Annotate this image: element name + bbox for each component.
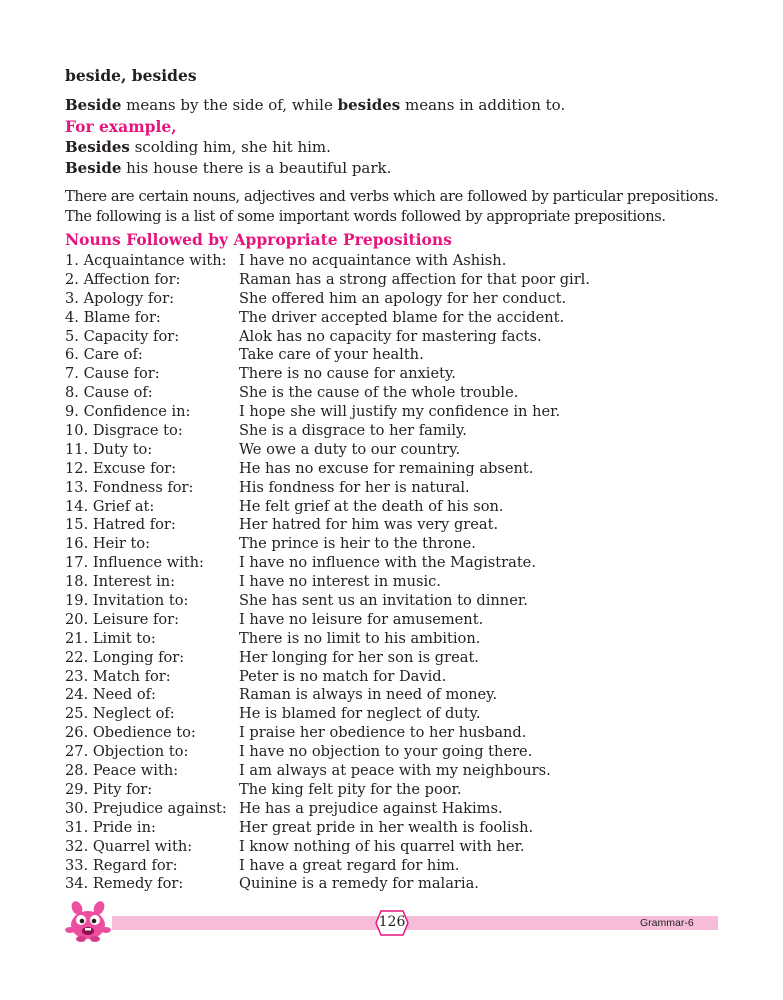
- definition-word-beside: Beside: [65, 96, 122, 114]
- list-item-sentence: Her longing for her son is great.: [239, 648, 479, 666]
- example-text: scolding him, she hit him.: [129, 138, 331, 156]
- list-item-term: 3. Apology for:: [65, 289, 174, 307]
- list-item: [65, 346, 685, 365]
- list-item: [65, 838, 685, 857]
- list-item: [65, 630, 685, 649]
- list-item-sentence: She offered him an apology for her conduct.: [239, 289, 567, 307]
- list-item: [65, 516, 685, 535]
- list-item-sentence: There is no limit to his ambition.: [239, 629, 481, 647]
- list-item-sentence: She has sent us an invitation to dinner.: [239, 592, 528, 610]
- list-item-term: 5. Capacity for:: [65, 327, 180, 345]
- list-item-term: 6. Care of:: [65, 346, 143, 364]
- list-item-term: 11. Duty to:: [65, 440, 153, 458]
- list-item-term: 20. Leisure for:: [65, 610, 180, 628]
- list-item-sentence: She is the cause of the whole trouble.: [239, 384, 519, 402]
- definition-text-1: means by the side of, while: [121, 96, 338, 114]
- list-item: [65, 762, 685, 781]
- list-item: [65, 800, 685, 819]
- list-item: [65, 328, 685, 347]
- list-item-term: 28. Peace with:: [65, 762, 179, 780]
- list-item: [65, 724, 685, 743]
- list-item-sentence: I am always at peace with my neighbours.: [239, 762, 551, 780]
- example-bold-word: Beside: [65, 159, 122, 177]
- list-item: [65, 668, 685, 687]
- list-item-sentence: She is a disgrace to her family.: [239, 422, 467, 440]
- list-item-term: 33. Regard for:: [65, 856, 178, 874]
- list-item-term: 34. Remedy for:: [65, 875, 184, 893]
- list-item-term: 19. Invitation to:: [65, 592, 189, 610]
- list-item-sentence: I have no objection to your going there.: [239, 743, 533, 761]
- list-item-term: 22. Longing for:: [65, 648, 185, 666]
- list-item-term: 12. Excuse for:: [65, 459, 177, 477]
- list-item: [65, 705, 685, 724]
- list-item-sentence: Alok has no capacity for mastering facts.: [239, 327, 542, 345]
- list-item-term: 24. Need of:: [65, 686, 156, 704]
- example-line-1: [65, 138, 331, 156]
- list-item-sentence: Her hatred for him was very great.: [239, 516, 499, 534]
- example-text: his house there is a beautiful park.: [121, 159, 392, 177]
- list-item-sentence: I have no leisure for amusement.: [239, 610, 484, 628]
- list-item-sentence: I hope she will justify my confidence in her.: [239, 403, 561, 421]
- definition-text-2: means in addition to.: [400, 96, 566, 114]
- list-item-term: 17. Influence with:: [65, 554, 204, 572]
- list-item-term: 25. Neglect of:: [65, 705, 175, 723]
- page-number: 126: [378, 914, 406, 930]
- mascot-icon: [62, 898, 114, 942]
- list-item-sentence: His fondness for her is natural.: [239, 478, 470, 496]
- list-item: [65, 573, 685, 592]
- list-item-sentence: He is blamed for neglect of duty.: [239, 705, 481, 723]
- list-item: [65, 498, 685, 517]
- list-item: [65, 611, 685, 630]
- list-item: [65, 743, 685, 762]
- list-item-term: 26. Obedience to:: [65, 724, 196, 742]
- intro-paragraph-line-2: The following is a list of some important words followed by appropriate prepositions.: [65, 208, 666, 225]
- list-item: [65, 271, 685, 290]
- list-item: [65, 252, 685, 271]
- list-item-term: 15. Hatred for:: [65, 516, 176, 534]
- example-heading: For example,: [65, 117, 177, 136]
- list-item: [65, 857, 685, 876]
- list-item: [65, 535, 685, 554]
- list-item-term: 21. Limit to:: [65, 629, 156, 647]
- list-item-sentence: I have no influence with the Magistrate.: [239, 554, 536, 572]
- example-line-2: [65, 159, 391, 177]
- list-item: [65, 479, 685, 498]
- list-item-sentence: He felt grief at the death of his son.: [239, 497, 504, 515]
- list-item-sentence: The prince is heir to the throne.: [239, 535, 476, 553]
- list-item: [65, 384, 685, 403]
- list-item: [65, 460, 685, 479]
- list-item-term: 2. Affection for:: [65, 270, 181, 288]
- list-item-term: 30. Prejudice against:: [65, 799, 227, 817]
- section-title: beside, besides: [65, 66, 197, 85]
- prepositions-list: [65, 252, 685, 894]
- list-item-sentence: The king felt pity for the poor.: [239, 780, 462, 798]
- list-item: [65, 309, 685, 328]
- list-item-sentence: I have no acquaintance with Ashish.: [239, 252, 507, 269]
- list-item-term: 9. Confidence in:: [65, 403, 191, 421]
- page-number-badge: [375, 910, 409, 936]
- list-item-sentence: I know nothing of his quarrel with her.: [239, 837, 525, 855]
- list-item-term: 31. Pride in:: [65, 818, 156, 836]
- list-item-sentence: Raman has a strong affection for that poor girl.: [239, 270, 590, 288]
- list-heading: Nouns Followed by Appropriate Prepositions: [65, 230, 452, 249]
- list-item-term: 27. Objection to:: [65, 743, 189, 761]
- list-item: [65, 592, 685, 611]
- list-item: [65, 649, 685, 668]
- list-item-sentence: Her great pride in her wealth is foolish.: [239, 818, 534, 836]
- list-item: [65, 875, 685, 894]
- list-item: [65, 403, 685, 422]
- list-item-term: 18. Interest in:: [65, 573, 176, 591]
- list-item-sentence: Take care of your health.: [239, 346, 424, 364]
- list-item-sentence: Quinine is a remedy for malaria.: [239, 875, 479, 893]
- list-item-term: 1. Acquaintance with:: [65, 252, 227, 269]
- list-item-sentence: I have a great regard for him.: [239, 856, 460, 874]
- list-item: [65, 686, 685, 705]
- list-item: [65, 365, 685, 384]
- list-item-term: 7. Cause for:: [65, 365, 160, 383]
- definition-line: [65, 96, 565, 114]
- list-item-term: 29. Pity for:: [65, 780, 153, 798]
- list-item-term: 14. Grief at:: [65, 497, 155, 515]
- list-item-sentence: He has no excuse for remaining absent.: [239, 459, 534, 477]
- list-item: [65, 554, 685, 573]
- list-item-sentence: Peter is no match for David.: [239, 667, 447, 685]
- example-bold-word: Besides: [65, 138, 130, 156]
- list-item: [65, 422, 685, 441]
- list-item-term: 23. Match for:: [65, 667, 171, 685]
- list-item-term: 10. Disgrace to:: [65, 422, 183, 440]
- list-item-term: 16. Heir to:: [65, 535, 151, 553]
- list-item-sentence: There is no cause for anxiety.: [239, 365, 456, 383]
- list-item-term: 8. Cause of:: [65, 384, 153, 402]
- list-item-term: 32. Quarrel with:: [65, 837, 193, 855]
- list-item-sentence: We owe a duty to our country.: [239, 440, 461, 458]
- list-item-term: 4. Blame for:: [65, 308, 161, 326]
- list-item-sentence: The driver accepted blame for the accident.: [239, 308, 565, 326]
- list-item-sentence: I have no interest in music.: [239, 573, 441, 591]
- list-item-term: 13. Fondness for:: [65, 478, 194, 496]
- definition-word-besides: besides: [337, 96, 401, 114]
- list-item-sentence: He has a prejudice against Hakims.: [239, 799, 503, 817]
- list-item-sentence: I praise her obedience to her husband.: [239, 724, 527, 742]
- book-label: Grammar-6: [640, 917, 694, 929]
- intro-paragraph-line-1: There are certain nouns, adjectives and verbs which are followed by particular prepositions.: [65, 188, 719, 205]
- list-item-sentence: Raman is always in need of money.: [239, 686, 498, 704]
- footer-band: [112, 916, 718, 930]
- list-item: [65, 781, 685, 800]
- list-item: [65, 290, 685, 309]
- list-item: [65, 441, 685, 460]
- list-item: [65, 819, 685, 838]
